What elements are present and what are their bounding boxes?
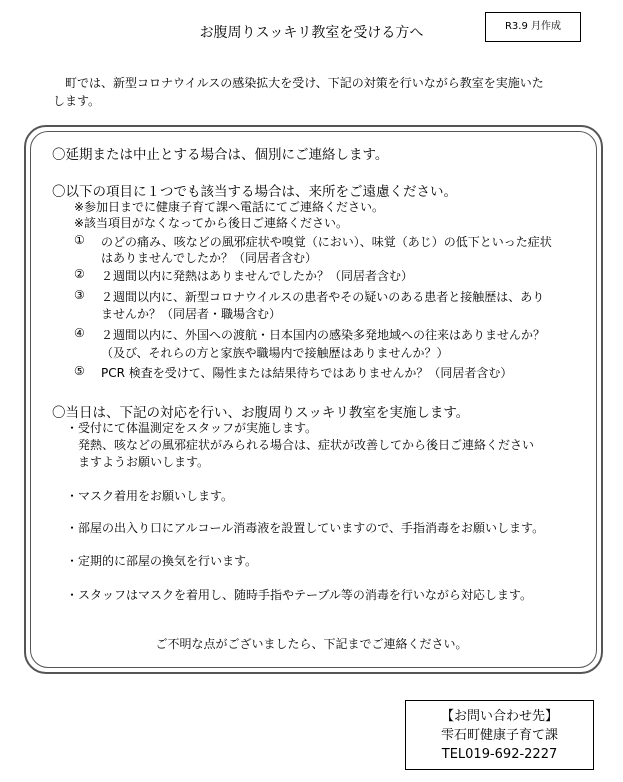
contact-phone: TEL019-692-2227 — [441, 746, 558, 762]
item-2-line-1: ２週間以内に発熱はありませんでしたか？（同居者含む） — [101, 269, 414, 283]
measure-1-line-2: 発熱、咳などの風邪症状がみられる場合は、症状が改善してから後日ご連絡ください — [66, 438, 535, 452]
section-refrain-heading: 〇以下の項目に１つでも該当する場合は、来所をご遠慮ください。 — [52, 184, 457, 200]
item-number-2: ② — [74, 267, 85, 281]
item-number-3: ③ — [74, 288, 85, 302]
intro-line-2: します。 — [53, 94, 101, 108]
item-number-4: ④ — [74, 326, 85, 340]
contact-heading: 【お問い合わせ先】 — [440, 708, 558, 724]
item-3-line-2: ませんか？（同居者・職場含む） — [101, 307, 282, 321]
item-1-line-2: はありませんでしたか？（同居者含む） — [101, 251, 318, 265]
page-title: お腹周りスッキリ教室を受ける方へ — [199, 25, 424, 41]
contact-department: 雫石町健康子育て課 — [440, 727, 558, 743]
creation-date-badge: R3.9 月作成 — [485, 12, 581, 42]
refrain-note-2: ※該当項目がなくなってから後日ご連絡ください。 — [74, 216, 349, 230]
item-3-line-1: ２週間以内に、新型コロナウイルスの患者やその疑いのある患者と接触歴は、あり — [101, 290, 545, 304]
measure-1-line-1: ・受付にて体温測定をスタッフが実施します。 — [66, 421, 318, 435]
contact-box — [405, 700, 594, 770]
refrain-note-1: ※参加日までに健康子育て課へ電話にてご連絡ください。 — [74, 200, 385, 214]
measure-4: ・定期的に部屋の換気を行います。 — [66, 554, 258, 568]
item-number-5: ⑤ — [74, 364, 85, 378]
item-1-line-1: のどの痛み、咳などの風邪症状や嗅覚（におい）、味覚（あじ）の低下といった症状 — [101, 235, 552, 249]
item-4-line-1: ２週間以内に、外国への渡航・日本国内の感染多発地域への往来はありませんか？ — [101, 328, 546, 342]
item-5-line-1: PCR 検査を受けて、陽性または結果待ちではありませんか？（同居者含む） — [101, 366, 513, 380]
measure-1-line-3: ますようお願いします。 — [66, 455, 210, 469]
intro-line-1: 町では、新型コロナウイルスの感染拡大を受け、下記の対策を行いながら教室を実施いた — [53, 76, 544, 90]
section-cancellation-heading: 〇延期または中止とする場合は、個別にご連絡します。 — [52, 147, 389, 163]
closing-note: ご不明な点がございましたら、下記までご連絡ください。 — [155, 637, 468, 651]
measure-3: ・部屋の出入り口にアルコール消毒液を設置していますので、手指消毒をお願いします。 — [66, 521, 545, 535]
item-4-line-2: （及び、それらの方と家族や職場内で接触歴はありませんか？） — [101, 346, 449, 360]
measure-5: ・スタッフはマスクを着用し、随時手指やテーブル等の消毒を行いながら対応します。 — [66, 588, 532, 602]
measure-2: ・マスク着用をお願いします。 — [66, 489, 234, 503]
item-number-1: ① — [74, 233, 85, 247]
section-day-measures-heading: 〇当日は、下記の対応を行い、お腹周りスッキリ教室を実施します。 — [52, 405, 470, 421]
